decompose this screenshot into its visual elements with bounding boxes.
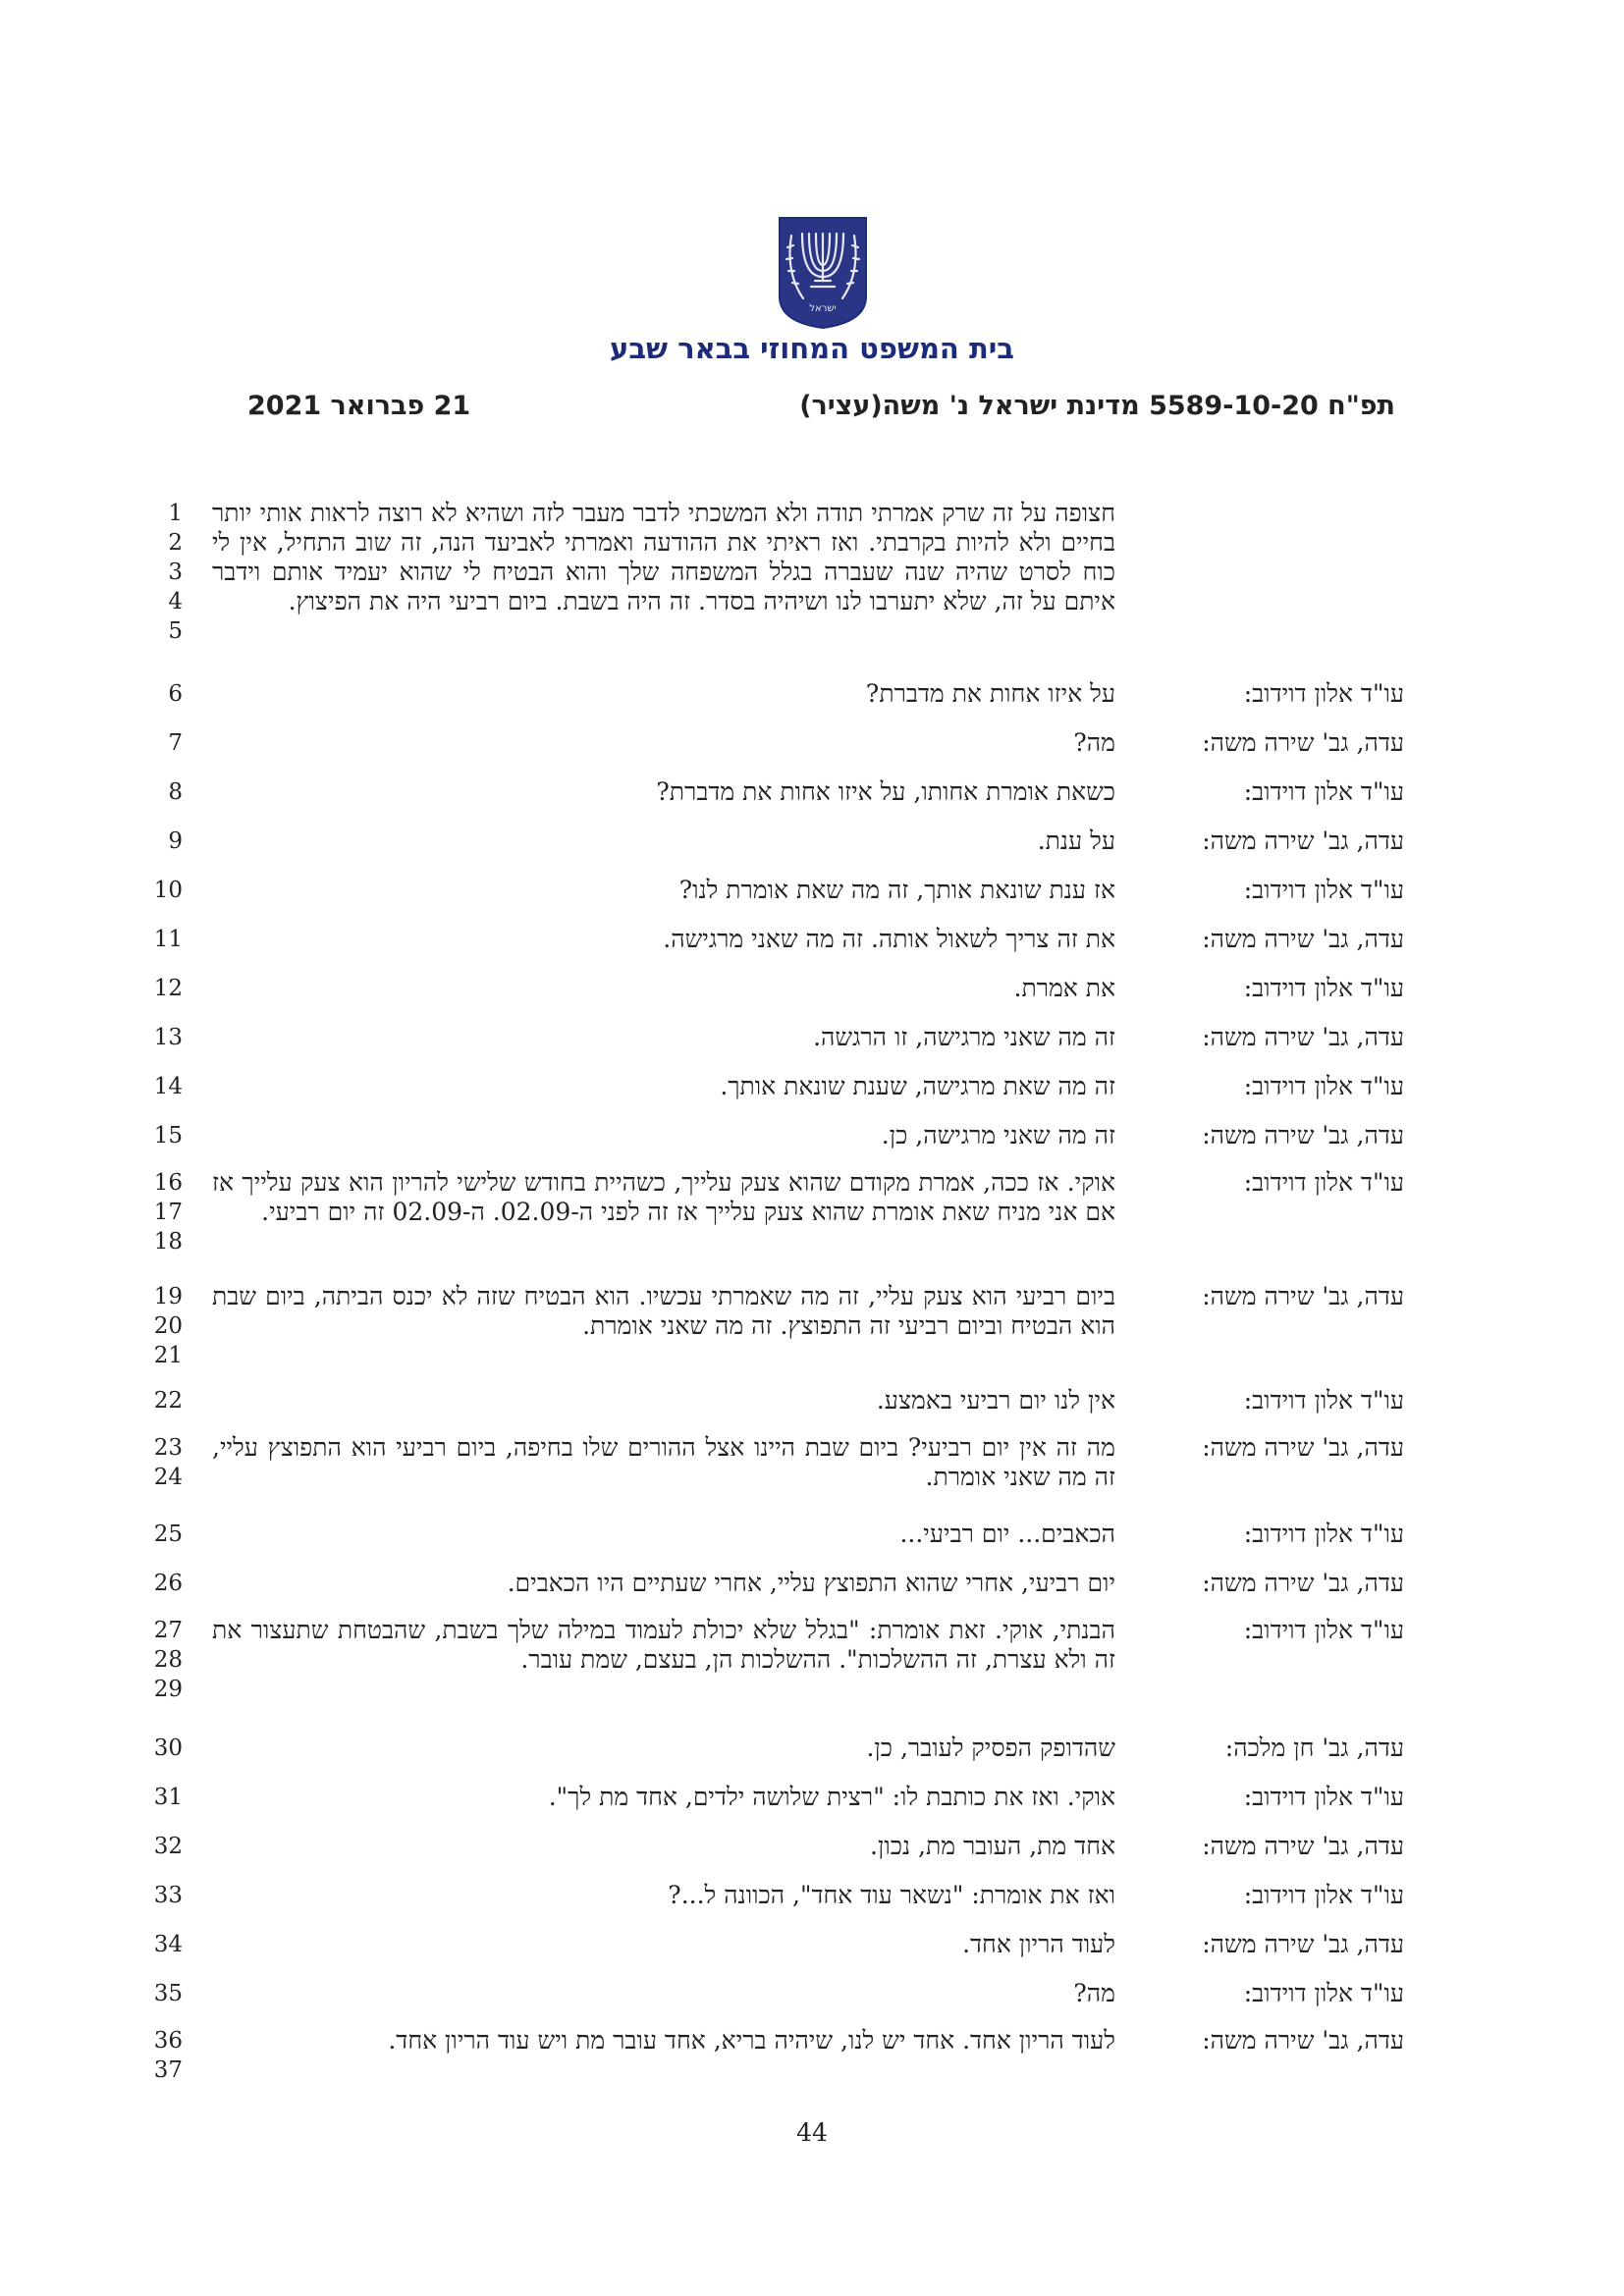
line-number: 23 xyxy=(153,1435,183,1461)
utterance: לעוד הריון אחד. xyxy=(962,1930,1115,1958)
speaker: עדה, גב' שירה משה: xyxy=(1202,1121,1404,1149)
utterance: הבנתי, אוקי. זאת אומרת: "בגלל שלא יכולת לעמוד במילה שלך בשבת, שהבטחת שתעצור את זה ולא עצרת, זה ההשלכות". ההשלכות הן, בעצם, שמת עובר. xyxy=(212,1616,1115,1674)
line-numbers xyxy=(137,1282,183,1370)
line-number: 22 xyxy=(153,1388,183,1414)
line-number: 35 xyxy=(153,1981,183,2006)
line-number: 21 xyxy=(153,1343,183,1368)
line-number: 3 xyxy=(168,560,183,585)
utterance: זה מה שאני מרגישה, זו הרגשה. xyxy=(813,1023,1115,1051)
speaker: עדה, גב' שירה משה: xyxy=(1202,827,1404,855)
speaker: עו"ד אלון דוידוב: xyxy=(1243,1072,1404,1100)
line-number: 30 xyxy=(153,1735,183,1761)
utterance: אוקי. ואז את כותבת לו: "רצית שלושה ילדים, אחד מת לך". xyxy=(548,1783,1115,1811)
speaker: עו"ד אלון דוידוב: xyxy=(1243,876,1404,904)
utterance: זה מה שאני מרגישה, כן. xyxy=(881,1121,1115,1149)
case-title: תפ"ח 5589-10-20 מדינת ישראל נ' משה(עציר) xyxy=(799,391,1395,421)
line-number: 19 xyxy=(153,1284,183,1309)
line-number: 27 xyxy=(153,1618,183,1643)
line-numbers xyxy=(137,1832,183,1861)
line-number: 29 xyxy=(153,1677,183,1702)
line-number: 7 xyxy=(168,730,183,756)
line-numbers xyxy=(137,1979,183,2008)
line-number: 5 xyxy=(168,618,183,644)
line-number: 32 xyxy=(153,1834,183,1859)
utterance: את אמרת. xyxy=(1013,974,1115,1002)
page-number: 44 xyxy=(796,2118,828,2147)
speaker: עדה, גב' שירה משה: xyxy=(1202,728,1404,757)
speaker: עדה, גב' חן מלכה: xyxy=(1224,1734,1404,1762)
line-numbers xyxy=(137,827,183,856)
line-numbers xyxy=(137,1433,183,1492)
utterance: אחד מת, העובר מת, נכון. xyxy=(870,1832,1115,1860)
line-numbers xyxy=(137,1616,183,1704)
utterance: חצופה על זה שרק אמרתי תודה ולא המשכתי לדבר מעבר לזה ושהיא לא רוצה לראות אותי יותר בחיים ולא להיות בקרבתי. ואז ראיתי את ההודעה ואמרתי לאביעד הנה, זה שוב התחיל, אין לי כוח לסרט שהיה שנה שעברה בגלל המשפחה שלך והוא הבטיח לי שהוא יעמיד אותם וידבר איתם על זה, שלא יתערבו לנו ושיהיה בסדר. זה היה בשבת. ביום רביעי היה את הפיצוץ. xyxy=(212,499,1115,615)
speaker: עדה, גב' שירה משה: xyxy=(1202,1023,1404,1051)
line-number: 13 xyxy=(153,1025,183,1050)
state-emblem xyxy=(774,214,872,332)
utterance: על ענת. xyxy=(1037,827,1115,855)
line-number: 18 xyxy=(153,1229,183,1255)
speaker: עו"ד אלון דוידוב: xyxy=(1243,1520,1404,1548)
line-numbers xyxy=(137,679,183,709)
line-numbers xyxy=(137,1569,183,1598)
line-numbers xyxy=(137,876,183,905)
line-numbers xyxy=(137,1072,183,1101)
speaker: עו"ד אלון דוידוב: xyxy=(1243,777,1404,806)
utterance: כשאת אומרת אחותו, על איזו אחות את מדברת? xyxy=(656,777,1115,806)
speaker: עדה, גב' שירה משה: xyxy=(1202,1433,1404,1462)
line-number: 11 xyxy=(153,927,183,952)
hearing-date: 21 פברואר 2021 xyxy=(247,391,471,421)
speaker: עדה, גב' שירה משה: xyxy=(1202,1930,1404,1958)
utterance: זה מה שאת מרגישה, שענת שונאת אותך. xyxy=(720,1072,1115,1100)
line-number: 6 xyxy=(168,681,183,707)
line-numbers xyxy=(137,1121,183,1150)
line-numbers xyxy=(137,2026,183,2085)
speaker: עו"ד אלון דוידוב: xyxy=(1243,1783,1404,1811)
utterance: ואז את אומרת: "נשאר עוד אחד", הכוונה ל...? xyxy=(668,1881,1115,1909)
line-number: 8 xyxy=(168,779,183,805)
line-numbers xyxy=(137,1734,183,1763)
utterance: את זה צריך לשאול אותה. זה מה שאני מרגישה. xyxy=(663,925,1115,953)
line-numbers xyxy=(137,1783,183,1812)
speaker: עו"ד אלון דוידוב: xyxy=(1243,1616,1404,1644)
speaker: עו"ד אלון דוידוב: xyxy=(1243,1979,1404,2007)
line-numbers xyxy=(137,499,183,646)
line-number: 33 xyxy=(153,1883,183,1908)
speaker: עו"ד אלון דוידוב: xyxy=(1243,1881,1404,1909)
line-number: 2 xyxy=(168,530,183,556)
emblem-text: ישראל xyxy=(809,303,837,314)
line-number: 25 xyxy=(153,1522,183,1547)
utterance: אוקי. אז ככה, אמרת מקודם שהוא צעק עלייך, כשהיית בחודש שלישי להריון הוא צעק עלייך אז אם אני מניח שאת אומרת שהוא צעק עלייך אז זה לפני ה-02.09. ה-02.09 זה יום רביעי. xyxy=(212,1168,1115,1226)
line-number: 10 xyxy=(153,878,183,903)
line-number: 34 xyxy=(153,1932,183,1957)
utterance: ביום רביעי הוא צעק עליי, זה מה שאמרתי עכשיו. הוא הבטיח שזה לא יכנס הביתה, ביום שבת הוא הבטיח וביום רביעי זה התפוצץ. זה מה שאני אומרת. xyxy=(212,1282,1115,1340)
line-number: 37 xyxy=(153,2057,183,2083)
utterance: לעוד הריון אחד. אחד יש לנו, שיהיה בריא, אחד עובר מת ויש עוד הריון אחד. xyxy=(388,2026,1115,2055)
line-number: 14 xyxy=(153,1074,183,1099)
line-numbers xyxy=(137,974,183,1003)
speaker: עו"ד אלון דוידוב: xyxy=(1243,679,1404,708)
line-numbers xyxy=(137,777,183,807)
line-number: 9 xyxy=(168,828,183,854)
line-number: 12 xyxy=(153,976,183,1001)
utterance: שהדופק הפסיק לעובר, כן. xyxy=(866,1734,1115,1762)
utterance: אז ענת שונאת אותך, זה מה שאת אומרת לנו? xyxy=(678,876,1115,904)
line-number: 15 xyxy=(153,1123,183,1148)
line-number: 31 xyxy=(153,1785,183,1810)
speaker: עו"ד אלון דוידוב: xyxy=(1243,1168,1404,1197)
line-number: 24 xyxy=(153,1465,183,1490)
utterance: מה? xyxy=(1073,728,1115,757)
line-numbers xyxy=(137,1386,183,1415)
utterance: הכאבים... יום רביעי... xyxy=(899,1520,1115,1548)
line-number: 16 xyxy=(153,1170,183,1196)
line-number: 20 xyxy=(153,1313,183,1339)
line-number: 36 xyxy=(153,2028,183,2054)
speaker: עו"ד אלון דוידוב: xyxy=(1243,1386,1404,1415)
court-name: בית המשפט המחוזי בבאר שבע xyxy=(610,332,1014,365)
utterance: על איזו אחות את מדברת? xyxy=(865,679,1115,708)
utterance: אין לנו יום רביעי באמצע. xyxy=(876,1386,1115,1415)
line-numbers xyxy=(137,1168,183,1256)
utterance: יום רביעי, אחרי שהוא התפוצץ עליי, אחרי שעתיים היו הכאבים. xyxy=(507,1569,1115,1597)
line-numbers xyxy=(137,728,183,758)
speaker: עדה, גב' שירה משה: xyxy=(1202,1569,1404,1597)
line-number: 17 xyxy=(153,1200,183,1225)
line-numbers xyxy=(137,1930,183,1959)
line-number: 28 xyxy=(153,1647,183,1673)
speaker: עדה, גב' שירה משה: xyxy=(1202,925,1404,953)
line-numbers xyxy=(137,925,183,954)
speaker: עדה, גב' שירה משה: xyxy=(1202,2026,1404,2055)
line-numbers xyxy=(137,1881,183,1910)
speaker: עו"ד אלון דוידוב: xyxy=(1243,974,1404,1002)
line-number: 1 xyxy=(168,501,183,526)
line-numbers xyxy=(137,1520,183,1549)
line-number: 26 xyxy=(153,1571,183,1596)
line-number: 4 xyxy=(168,589,183,614)
line-numbers xyxy=(137,1023,183,1052)
speaker: עדה, גב' שירה משה: xyxy=(1202,1282,1404,1310)
speaker: עדה, גב' שירה משה: xyxy=(1202,1832,1404,1860)
utterance: מה? xyxy=(1073,1979,1115,2007)
utterance: מה זה אין יום רביעי? ביום שבת היינו אצל ההורים שלו בחיפה, ביום רביעי הוא התפוצץ עליי, זה מה שאני אומרת. xyxy=(212,1433,1115,1491)
